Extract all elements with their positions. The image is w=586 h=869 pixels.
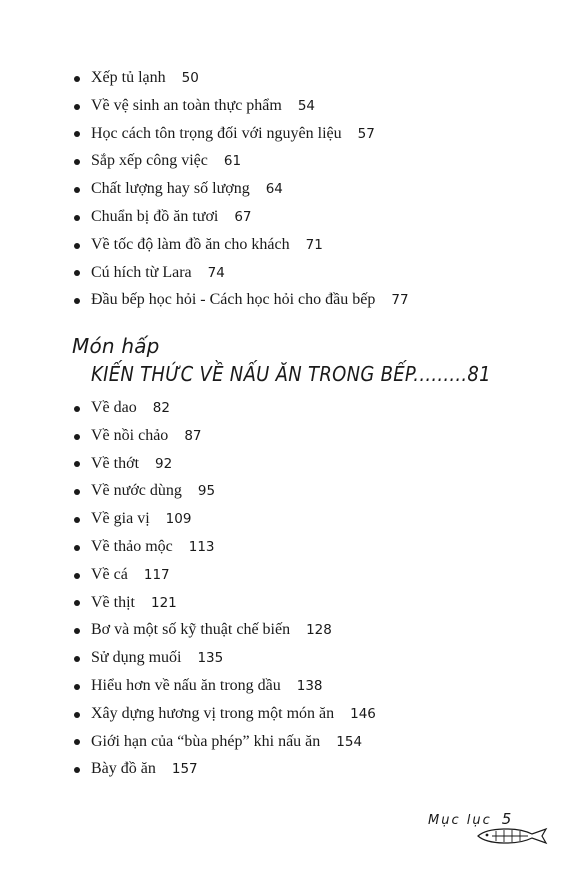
- toc-item: [74, 422, 376, 450]
- bullet-icon: [74, 517, 80, 523]
- toc-item: [74, 450, 376, 478]
- toc-item-page: 138: [296, 677, 323, 694]
- toc-item-title: Về cá: [91, 565, 128, 583]
- toc-item-page: 74: [207, 264, 225, 281]
- bullet-icon: [74, 684, 80, 690]
- toc-item-page: 92: [155, 455, 173, 472]
- toc-item-title: Hiểu hơn về nấu ăn trong dầu: [91, 676, 281, 694]
- toc-item-title: Về tốc độ làm đồ ăn cho khách: [91, 235, 290, 253]
- page-number: 5: [501, 810, 514, 828]
- toc-item-title: Xếp tủ lạnh: [91, 69, 166, 86]
- toc-item: [74, 700, 376, 728]
- toc-item-title: Sử dụng muối: [91, 649, 182, 667]
- toc-item-title: Về thớt: [91, 454, 140, 472]
- toc-item-title: Cú hích từ Lara: [91, 263, 192, 281]
- toc-item-page: 146: [350, 705, 376, 722]
- bullet-icon: [74, 159, 80, 165]
- toc-item-page: 157: [171, 761, 198, 778]
- fish-icon: [472, 826, 552, 846]
- toc-item-title: Học cách tôn trọng đối với nguyên liệu: [91, 124, 342, 142]
- bullet-icon: [74, 573, 80, 579]
- toc-item-page: 82: [152, 400, 170, 416]
- bullet-icon: [74, 298, 80, 304]
- toc-item-page: 117: [143, 566, 170, 583]
- bullet-icon: [74, 767, 80, 773]
- toc-item-title: Bày đồ ăn: [91, 760, 156, 778]
- toc-item-page: 128: [306, 622, 332, 639]
- toc-item-page: 50: [181, 70, 199, 86]
- toc-item: [74, 203, 409, 231]
- toc-item: [74, 394, 376, 422]
- toc-item-page: 57: [357, 125, 375, 142]
- toc-item: [74, 728, 376, 756]
- toc-item-page: 154: [336, 733, 363, 750]
- toc-item: [74, 533, 376, 561]
- bullet-icon: [74, 270, 80, 276]
- bullet-icon: [74, 187, 80, 193]
- section-label: Món hấp: [72, 334, 160, 358]
- toc-item-title: Về gia vị: [91, 510, 150, 528]
- toc-item-page: 77: [391, 292, 409, 309]
- toc-item-page: 64: [265, 181, 283, 198]
- toc-item: [74, 231, 409, 259]
- toc-list-top: [74, 64, 409, 314]
- toc-item-title: Chất lượng hay số lượng: [91, 180, 250, 198]
- bullet-icon: [74, 656, 80, 662]
- toc-item: [74, 175, 409, 203]
- toc-item-title: Về thịt: [91, 593, 135, 611]
- toc-item-page: 67: [234, 208, 252, 225]
- toc-item-title: Đầu bếp học hỏi - Cách học hỏi cho đầu bếp: [91, 291, 376, 309]
- toc-item: [74, 672, 376, 700]
- toc-item: [74, 505, 376, 533]
- bullet-icon: [74, 406, 80, 412]
- bullet-icon: [74, 434, 80, 440]
- toc-item-title: Xây dựng hương vị trong một món ăn: [91, 704, 335, 722]
- toc-item-title: Giới hạn của “bùa phép” khi nấu ăn: [91, 732, 321, 750]
- bullet-icon: [74, 461, 80, 467]
- toc-item: [74, 561, 376, 589]
- toc-item: [74, 64, 409, 92]
- bullet-icon: [74, 215, 80, 221]
- toc-item-title: Về nồi chảo: [91, 426, 169, 444]
- toc-item-page: 71: [305, 236, 323, 253]
- toc-item: [74, 477, 376, 505]
- toc-item: [74, 259, 409, 287]
- toc-item-page: 61: [223, 153, 242, 170]
- toc-item-page: 121: [151, 594, 177, 611]
- toc-item-title: Về thảo mộc: [91, 537, 173, 555]
- toc-item-page: 113: [188, 538, 215, 555]
- toc-item-page: 87: [184, 427, 202, 444]
- bullet-icon: [74, 545, 80, 551]
- toc-item-title: Bơ và một số kỹ thuật chế biến: [91, 621, 291, 639]
- bullet-icon: [74, 243, 80, 249]
- toc-item-title: Về dao: [91, 399, 137, 416]
- toc-item-page: 135: [197, 650, 224, 667]
- bullet-icon: [74, 739, 80, 745]
- toc-list-bottom: [74, 394, 376, 783]
- toc-item-title: Sắp xếp công việc: [91, 152, 208, 170]
- section-title: KIẾN THỨC VỀ NẤU ĂN TRONG BẾP.........81: [91, 362, 491, 386]
- toc-item: [74, 755, 376, 783]
- bullet-icon: [74, 712, 80, 718]
- toc-item-page: 54: [297, 97, 316, 114]
- toc-item: [74, 644, 376, 672]
- toc-item-page: 95: [197, 483, 216, 500]
- bullet-icon: [74, 76, 80, 82]
- toc-item-title: Về nước dùng: [91, 482, 182, 500]
- bullet-icon: [74, 489, 80, 495]
- bullet-icon: [74, 104, 80, 110]
- bullet-icon: [74, 600, 80, 606]
- toc-item: [74, 589, 376, 617]
- bullet-icon: [74, 131, 80, 137]
- toc-item: [74, 147, 409, 175]
- toc-item-page: 109: [165, 511, 192, 528]
- toc-item: [74, 92, 409, 120]
- toc-item-title: Về vệ sinh an toàn thực phẩm: [91, 96, 282, 114]
- footer-label: Mục lục: [428, 813, 492, 828]
- toc-item-title: Chuẩn bị đồ ăn tươi: [91, 207, 219, 225]
- toc-item: [74, 286, 409, 314]
- toc-item: [74, 120, 409, 148]
- bullet-icon: [74, 628, 80, 634]
- toc-item: [74, 616, 376, 644]
